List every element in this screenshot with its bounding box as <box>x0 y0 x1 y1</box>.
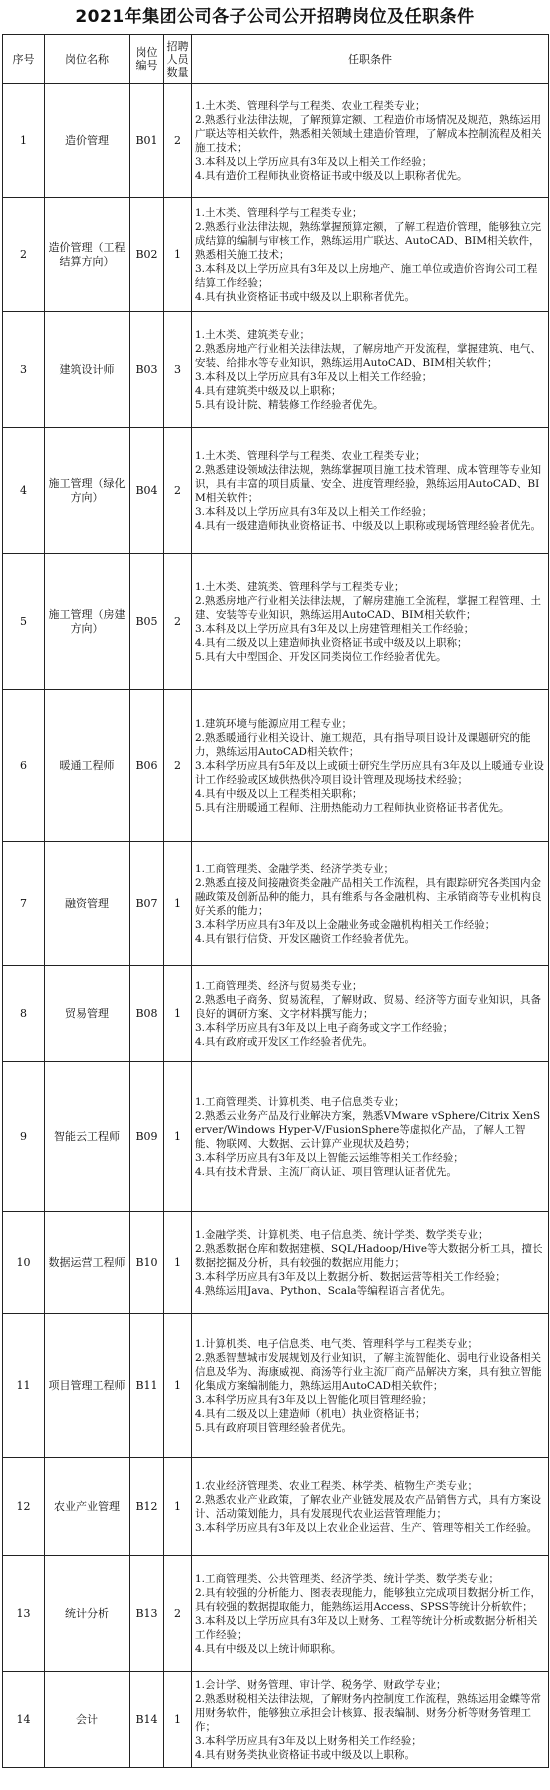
requirement-line: 3.本科及以上学历应具有3年及以上房建管理相关工作经验； <box>195 622 475 635</box>
requirement-line: 2.熟悉房地产行业相关法律法规，了解房建施工全流程，掌握工程管理、土建、安装等专业知识，熟练运用AutoCAD、BIM相关软件； <box>195 594 542 621</box>
row-seq: 3 <box>3 312 45 428</box>
header-requirements: 任职条件 <box>192 35 549 84</box>
requirement-line: 3.本科学历应具有3年及以上智能云运维等相关工作经验； <box>195 1151 464 1164</box>
row-position-code: B12 <box>130 1458 164 1556</box>
row-hire-count: 1 <box>164 198 192 312</box>
row-position-code: B07 <box>130 842 164 966</box>
row-seq: 13 <box>3 1556 45 1672</box>
row-position-code: B11 <box>130 1314 164 1458</box>
header-code: 岗位编号 <box>130 35 164 84</box>
requirement-line: 1.土木类、管理科学与工程类专业； <box>195 206 363 219</box>
table-row <box>3 842 549 966</box>
row-position-name: 施工管理（房建方向） <box>45 554 130 690</box>
requirement-line: 4.具有中级及以上工程类相关职称； <box>195 787 363 800</box>
requirement-line: 2.熟悉财税相关法律法规，了解财务内控制度工作流程，熟练运用金蝶等常用财务软件，能够独立承担会计核算、报表编制、财务分析等财务管理工作； <box>195 1692 542 1733</box>
requirement-line: 3.本科及以上学历应具有3年及以上相关工作经验； <box>195 370 433 383</box>
requirement-line: 3.本科及以上学历应具有3年及以上财务、工程等统计分析或数据分析相关工作经验； <box>195 1614 538 1641</box>
requirement-line: 3.本科学历应具有3年及以上金融业务或金融机构相关工作经验； <box>195 918 496 931</box>
row-hire-count: 1 <box>164 1458 192 1556</box>
row-position-name: 农业产业管理 <box>45 1458 130 1556</box>
requirement-line: 2.具有较强的分析能力、图表表现能力，能够独立完成项目数据分析工作，具有较强的数据提取能力，能熟练运用Access、SPSS等统计分析软件； <box>195 1586 542 1613</box>
row-requirements <box>192 84 549 198</box>
row-seq: 11 <box>3 1314 45 1458</box>
requirement-line: 1.农业经济管理类、农业工程类、林学类、植物生产类专业； <box>195 1479 479 1492</box>
requirement-line: 1.土木类、建筑类、管理科学与工程类专业； <box>195 580 405 593</box>
table-row <box>3 84 549 198</box>
row-position-code: B05 <box>130 554 164 690</box>
row-position-code: B06 <box>130 690 164 842</box>
requirement-line: 1.工商管理类、公共管理类、经济学类、统计学类、数学类专业； <box>195 1572 500 1585</box>
requirement-line: 1.工商管理类、计算机类、电子信息类专业； <box>195 1095 405 1108</box>
requirement-line: 4.具有银行信贷、开发区融资工作经验者优先。 <box>195 932 416 945</box>
row-position-code: B08 <box>130 966 164 1062</box>
row-position-name: 建筑设计师 <box>45 312 130 428</box>
row-requirements <box>192 428 549 554</box>
row-requirements <box>192 198 549 312</box>
table-row <box>3 1672 549 1768</box>
table-row <box>3 966 549 1062</box>
requirement-line: 5.具有政府项目管理经验者优先。 <box>195 1421 353 1434</box>
requirement-line: 4.具有技术背景、主流厂商认证、项目管理认证者优先。 <box>195 1165 458 1178</box>
row-requirements <box>192 554 549 690</box>
requirement-line: 4.具有政府或开发区工作经验者优先。 <box>195 1035 374 1048</box>
requirement-line: 2.熟悉房地产行业相关法律法规，了解房地产开发流程，掌握建筑、电气、安装、给排水等专业知识，熟练运用AutoCAD、BIM相关软件； <box>195 342 542 369</box>
requirement-line: 1.金融学类、计算机类、电子信息类、统计学类、数学类专业； <box>195 1228 489 1241</box>
requirement-line: 2.熟悉数据仓库和数据建模、SQL/Hadoop/Hive等大数据分析工具，擅长数据挖掘及分析，具有较强的数据应用能力； <box>195 1242 543 1269</box>
row-hire-count: 2 <box>164 554 192 690</box>
row-requirements <box>192 842 549 966</box>
requirement-line: 4.具有造价工程师执业资格证书或中级及以上职称者优先。 <box>195 169 468 182</box>
table-row <box>3 1212 549 1314</box>
row-position-code: B01 <box>130 84 164 198</box>
table-row <box>3 428 549 554</box>
requirement-line: 4.具有中级及以上统计师职称。 <box>195 1642 342 1655</box>
row-position-name: 暖通工程师 <box>45 690 130 842</box>
requirement-line: 1.会计学、财务管理、审计学、税务学、财政学专业； <box>195 1678 447 1691</box>
requirement-line: 1.工商管理类、金融学类、经济学类专业； <box>195 862 395 875</box>
requirement-line: 1.计算机类、电子信息类、电气类、管理科学与工程类专业； <box>195 1337 479 1350</box>
row-requirements <box>192 966 549 1062</box>
row-position-name: 数据运营工程师 <box>45 1212 130 1314</box>
row-requirements <box>192 1212 549 1314</box>
requirement-line: 1.土木类、管理科学与工程类、农业工程类专业； <box>195 99 426 112</box>
requirement-line: 4.具有一级建造师执业资格证书、中级及以上职称或现场管理经验者优先。 <box>195 519 542 532</box>
requirement-line: 4.具有二级及以上建造师（机电）执业资格证书； <box>195 1407 426 1420</box>
row-seq: 14 <box>3 1672 45 1768</box>
positions-table <box>2 34 549 1768</box>
requirement-line: 1.建筑环境与能源应用工程专业； <box>195 717 353 730</box>
row-seq: 8 <box>3 966 45 1062</box>
requirement-line: 3.本科学历应具有3年及以上电子商务或文字工作经验； <box>195 1021 454 1034</box>
requirement-line: 3.本科及以上学历应具有3年及以上房地产、施工单位或造价咨询公司工程结算工作经验； <box>195 262 538 289</box>
row-requirements <box>192 312 549 428</box>
row-hire-count: 1 <box>164 1672 192 1768</box>
row-position-name: 贸易管理 <box>45 966 130 1062</box>
row-position-name: 融资管理 <box>45 842 130 966</box>
requirement-line: 5.具有大中型国企、开发区同类岗位工作经验者优先。 <box>195 650 447 663</box>
requirement-line: 2.熟悉直接及间接融资类金融产品相关工作流程，具有跟踪研究各类国内金融政策及创新品种的能力，具有维系与各金融机构、主承销商等专业机构良好关系的能力； <box>195 876 542 917</box>
requirement-line: 1.土木类、管理科学与工程类、农业工程类专业； <box>195 449 426 462</box>
row-seq: 4 <box>3 428 45 554</box>
row-hire-count: 1 <box>164 1212 192 1314</box>
row-seq: 9 <box>3 1062 45 1212</box>
row-position-name: 会计 <box>45 1672 130 1768</box>
row-position-name: 统计分析 <box>45 1556 130 1672</box>
row-seq: 5 <box>3 554 45 690</box>
requirement-line: 4.熟练运用Java、Python、Scala等编程语言者优先。 <box>195 1284 452 1297</box>
row-seq: 2 <box>3 198 45 312</box>
requirement-line: 3.本科学历应具有3年及以上智能化项目管理经验； <box>195 1393 433 1406</box>
row-requirements <box>192 1458 549 1556</box>
row-position-name: 造价管理（工程结算方向） <box>45 198 130 312</box>
requirement-line: 4.具有执业资格证书或中级及以上职称者优先。 <box>195 290 416 303</box>
table-row <box>3 1314 549 1458</box>
requirement-line: 3.本科学历应具有3年及以上财务相关工作经验； <box>195 1734 422 1747</box>
row-seq: 7 <box>3 842 45 966</box>
table-row <box>3 1556 549 1672</box>
row-position-code: B09 <box>130 1062 164 1212</box>
row-hire-count: 3 <box>164 312 192 428</box>
requirement-line: 4.具有财务类执业资格证书或中级及以上职称。 <box>195 1748 416 1761</box>
requirement-line: 3.本科学历应具有3年及以上农业企业运营、生产、管理等相关工作经验。 <box>195 1521 538 1534</box>
row-position-name: 智能云工程师 <box>45 1062 130 1212</box>
requirement-line: 2.熟悉智慧城市发展规划及行业知识，了解主流智能化、弱电行业设备相关信息及华为、海康威视、商汤等行业主流厂商产品解决方案，具有独立智能化集成方案编制能力，熟练运用AutoCAD相关软件； <box>195 1351 542 1392</box>
row-hire-count: 1 <box>164 966 192 1062</box>
row-requirements <box>192 1314 549 1458</box>
row-position-code: B10 <box>130 1212 164 1314</box>
row-position-code: B03 <box>130 312 164 428</box>
header-count: 招聘人员数量 <box>164 35 192 84</box>
requirement-line: 1.土木类、建筑类专业； <box>195 328 311 341</box>
row-requirements <box>192 1062 549 1212</box>
row-position-name: 造价管理 <box>45 84 130 198</box>
row-hire-count: 1 <box>164 842 192 966</box>
row-requirements <box>192 690 549 842</box>
table-row <box>3 554 549 690</box>
row-seq: 10 <box>3 1212 45 1314</box>
row-hire-count: 2 <box>164 690 192 842</box>
row-requirements <box>192 1672 549 1768</box>
table-header-row <box>3 35 549 84</box>
requirement-line: 2.熟悉电子商务、贸易流程，了解财政、贸易、经济等方面专业知识，具备良好的调研方案、文字材料撰写能力； <box>195 993 542 1020</box>
requirement-line: 1.工商管理类、经济与贸易类专业； <box>195 979 363 992</box>
row-requirements <box>192 1556 549 1672</box>
requirement-line: 4.具有建筑类中级及以上职称； <box>195 384 342 397</box>
row-hire-count: 2 <box>164 84 192 198</box>
row-position-code: B04 <box>130 428 164 554</box>
requirement-line: 2.熟悉建设领域法律法规，熟练掌握项目施工技术管理、成本管理等专业知识，具有丰富的项目质量、安全、进度管理经验，熟练运用AutoCAD、BIM相关软件； <box>195 463 542 504</box>
row-hire-count: 2 <box>164 1556 192 1672</box>
table-row <box>3 1062 549 1212</box>
requirement-line: 5.具有注册暖通工程师、注册热能动力工程师执业资格证书者优先。 <box>195 801 510 814</box>
table-row <box>3 690 549 842</box>
table-row <box>3 198 549 312</box>
requirement-line: 2.熟悉行业法律法规，了解预算定额、工程造价市场情况及规范，熟练运用广联达等相关软件，熟悉相关领域土建造价管理，了解成本控制流程及相关施工技术； <box>195 113 542 154</box>
row-seq: 12 <box>3 1458 45 1556</box>
row-hire-count: 2 <box>164 428 192 554</box>
row-hire-count: 1 <box>164 1314 192 1458</box>
row-seq: 6 <box>3 690 45 842</box>
row-seq: 1 <box>3 84 45 198</box>
requirement-line: 2.熟悉农业产业政策，了解农业产业链发展及农产品销售方式，具有方案设计、活动策划能力，具有发展现代农业运营管理能力； <box>195 1493 542 1520</box>
table-row <box>3 1458 549 1556</box>
requirement-line: 4.具有二级及以上建造师执业资格证书或中级及以上职称； <box>195 636 468 649</box>
row-position-name: 项目管理工程师 <box>45 1314 130 1458</box>
row-position-code: B02 <box>130 198 164 312</box>
requirement-line: 3.本科学历应具有3年及以上数据分析、数据运营等相关工作经验； <box>195 1270 506 1283</box>
header-seq: 序号 <box>3 35 45 84</box>
row-position-code: B13 <box>130 1556 164 1672</box>
row-position-code: B14 <box>130 1672 164 1768</box>
requirement-line: 2.熟悉暖通行业相关设计、施工规范，具有指导项目设计及课题研究的能力，熟练运用AutoCAD相关软件； <box>195 731 531 758</box>
requirement-line: 5.具有设计院、精装修工作经验者优先。 <box>195 398 384 411</box>
row-hire-count: 1 <box>164 1062 192 1212</box>
requirement-line: 2.熟悉云业务产品及行业解决方案，熟悉VMware vSphere/Citrix XenServer/Windows Hyper-V/FusionSphere等虚拟化产品，了解人工智能、物联网、大数据、云计算产业现状及趋势； <box>195 1109 541 1150</box>
header-name: 岗位名称 <box>45 35 130 84</box>
requirement-line: 3.本科学历应具有5年及以上或硕士研究生学历应具有3年及以上暖通专业设计工作经验或区域供热供冷项目设计管理及现场技术经验； <box>195 759 544 786</box>
requirement-line: 2.熟悉行业法律法规，熟练掌握预算定额，了解工程造价管理，能够独立完成结算的编制与审核工作，熟练运用广联达、AutoCAD、BIM相关软件，熟悉相关施工技术； <box>195 220 542 261</box>
requirement-line: 3.本科及以上学历应具有3年及以上相关工作经验； <box>195 505 433 518</box>
row-position-name: 施工管理（绿化方向） <box>45 428 130 554</box>
requirement-line: 3.本科及以上学历应具有3年及以上相关工作经验； <box>195 155 433 168</box>
table-body <box>3 84 549 1768</box>
table-row <box>3 312 549 428</box>
page-title: 2021年集团公司各子公司公开招聘岗位及任职条件 <box>75 7 475 27</box>
